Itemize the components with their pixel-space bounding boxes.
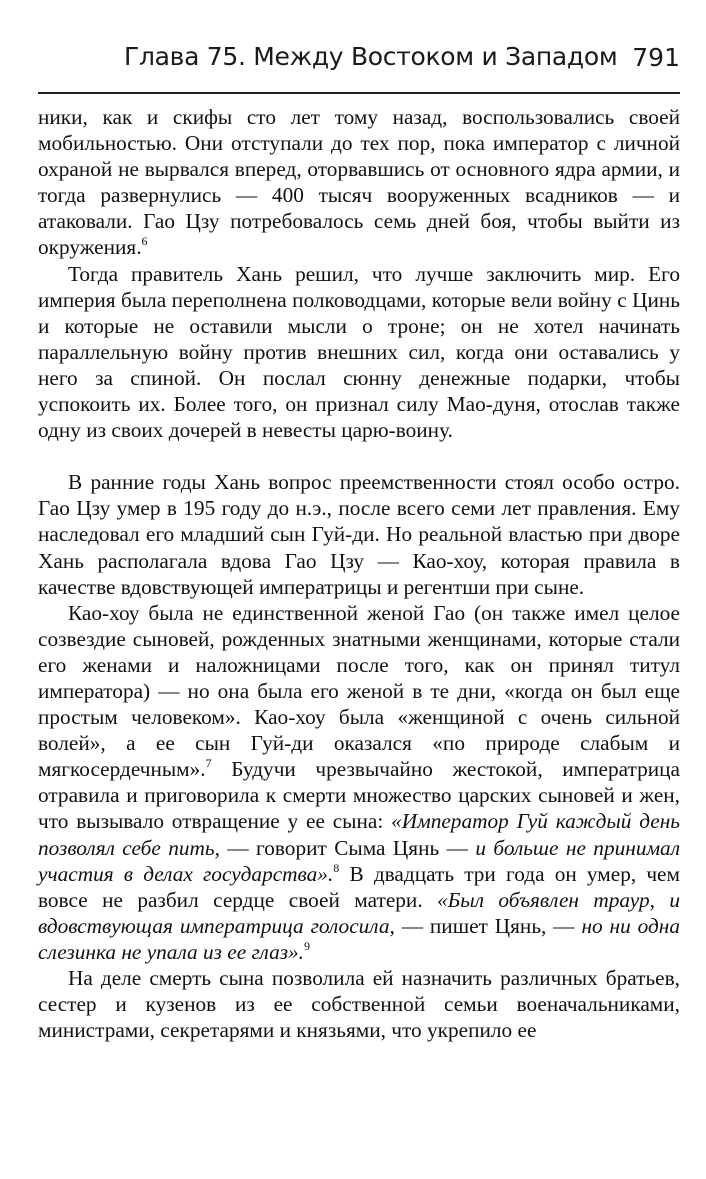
section-gap [38,443,680,469]
paragraph-p3 [38,469,680,599]
footnote-ref: 8 [333,860,340,875]
body-text [38,104,680,1043]
text-run: Као-хоу была не единственной женой Гао (он также имел целое созвездие сыновей, рожденных знатными женщинами, которые стали его женами и наложницами после того, как он принял титул императора) — но она была его женой в те дни, «когда он был еще простым человеком». Као-хоу была «женщиной с очень сильной волей», а ее сын Гуй-ди оказался «по природе слабым и мягкосердечным». [38,600,680,782]
footnote-ref: 7 [205,756,212,771]
text-run: В ранние годы Хань вопрос преемственности стоял особо остро. Гао Цзу умер в 195 году до н.э., после всего семи лет правления. Ему наследовал его младший сын Гуй-ди. Но реальной властью при дворе Хань располагала вдова Гао Цзу — Као-хоу, которая правила в качестве вдовствующей императрицы и регентши при сыне. [38,470,680,599]
quotation-italic: «Император Гуй каждый день позволял себе пить, [38,809,680,860]
quotation-italic: «Был объявлен траур, и вдовствующая императрица голосила, [38,887,680,938]
chapter-running-title: Глава 75. Между Востоком и Западом [124,42,618,71]
text-run: Тогда правитель Хань решил, что лучше заключить мир. Его империя была переполнена полководцами, которые вели войну с Цинь и которые не оставили мысли о троне; он не хотел начинать параллельную войну против внешних сил, когда они оставались у него за спиной. Он послал сюнну денежные подарки, чтобы успокоить их. Более того, он признал силу Мао-дуня, отослав также одну из своих дочерей в невесты царю-воину. [38,261,680,443]
footnote-ref: 6 [141,234,148,249]
text-run: На деле смерть сына позволила ей назначить различных братьев, сестер и кузенов из ее собственной семьи военачальниками, министрами, секретарями и князьями, что укрепило ее [38,966,680,1043]
quotation-italic: но ни одна слезинка не упала из ее глаз». [38,913,680,964]
paragraph-p1 [38,104,680,261]
quotation-italic: и больше не принимал участия в делах государства». [38,835,680,886]
paragraph-p2 [38,261,680,444]
text-run: ники, как и скифы сто лет тому назад, воспользовались своей мобильностью. Они отступали до тех пор, пока император с личной охраной не вырвался вперед, оторвавшись от основного ядра армии, и тогда развернулись — 400 тысяч вооруженных всадников — и атаковали. Гао Цзу потребовалось семь дней боя, чтобы выйти из окружения. [38,105,680,260]
text-run: В двадцать три года он умер, чем вовсе не разбил сердце своей матери. [38,861,680,912]
paragraph-p4 [38,600,680,965]
text-run: Будучи чрезвычайно жестокой, императрица отравила и приговорила к смерти множество царских сыновей и жен, что вызывало отвращение у ее сына: [38,757,680,834]
paragraph-p5 [38,965,680,1043]
text-run: — пишет Цянь, — [394,913,582,938]
footnote-ref: 9 [304,938,310,953]
header-rule [38,92,680,94]
page-number: 791 [632,43,680,72]
text-run: — говорит Сыма Цянь — [219,835,476,860]
page-header [38,42,680,86]
